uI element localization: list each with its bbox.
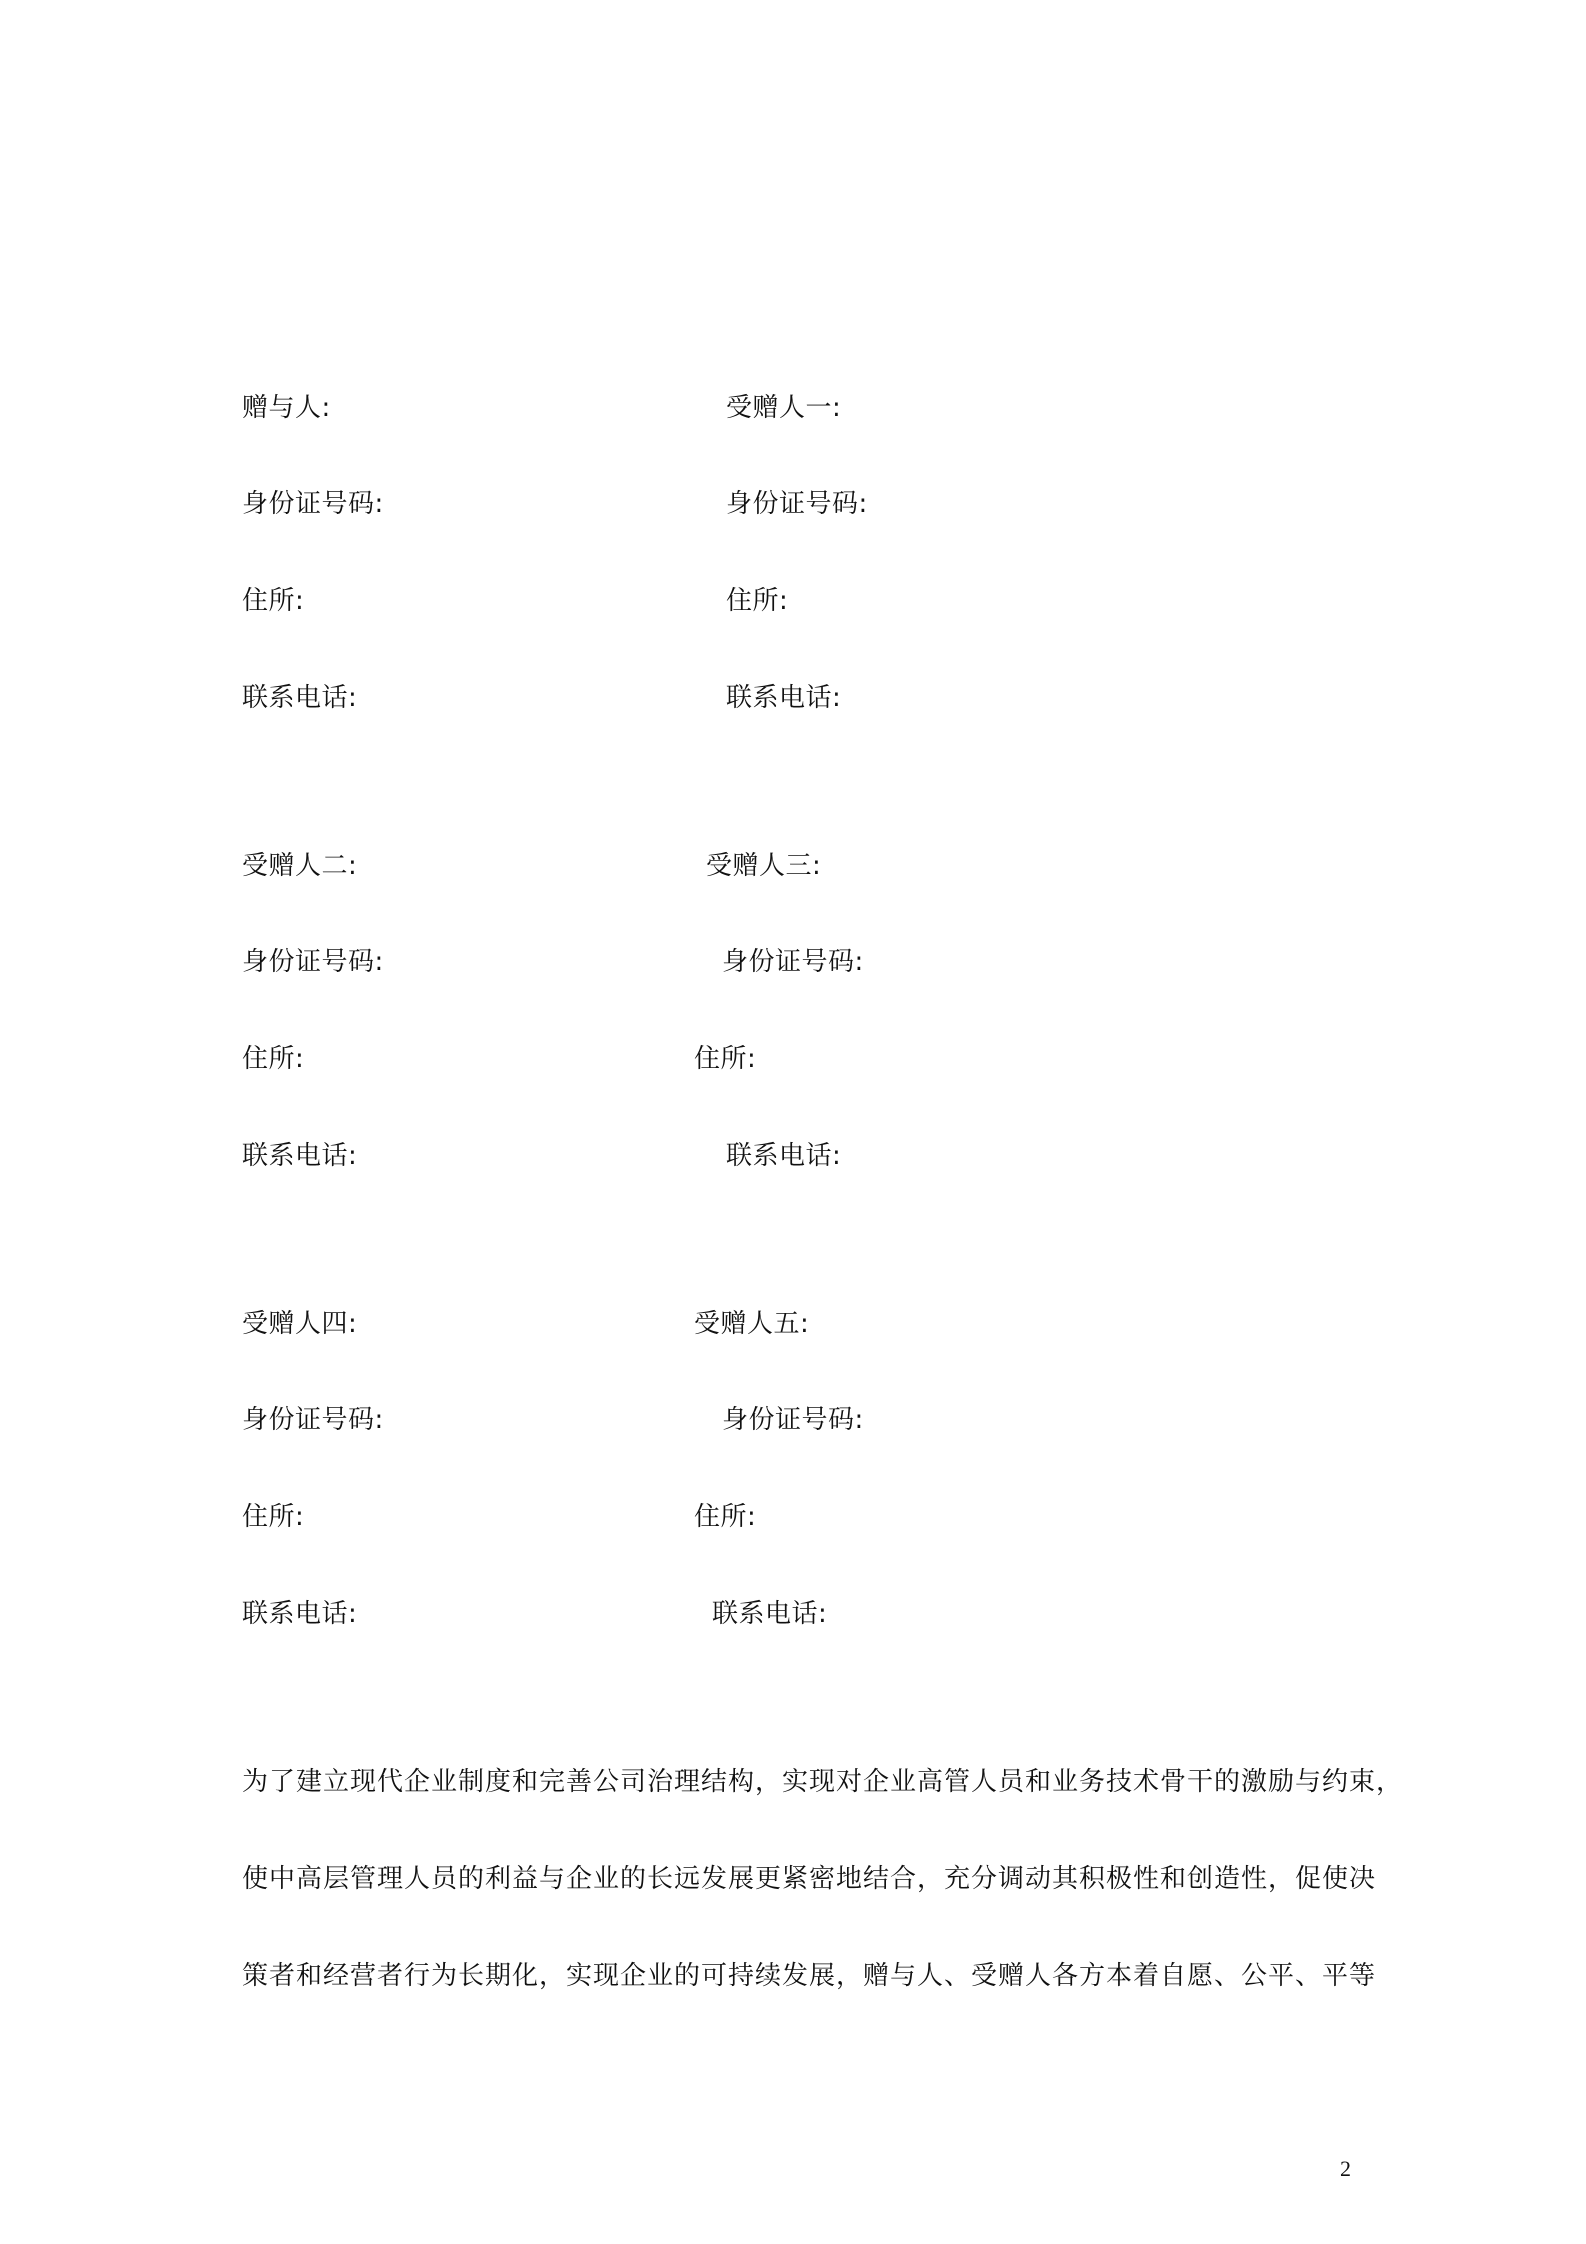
recipient-4-name-label: 受赠人四: xyxy=(242,1309,358,1339)
page-number: 2 xyxy=(1340,2156,1351,2181)
recipient-2-id-label: 身份证号码: xyxy=(242,947,384,977)
donor-name-label: 赠与人: xyxy=(242,393,331,423)
recipient-3-phone-label: 联系电话: xyxy=(726,1141,842,1171)
recipient-3-name-label: 受赠人三: xyxy=(706,851,822,881)
recipient-3-address-label: 住所: xyxy=(694,1044,757,1074)
donor-phone-label: 联系电话: xyxy=(242,683,358,713)
recipient-2-address-label: 住所: xyxy=(242,1044,305,1074)
recipient-5-phone-label: 联系电话: xyxy=(712,1599,828,1629)
body-paragraph-line-1: 为了建立现代企业制度和完善公司治理结构，实现对企业高管人员和业务技术骨干的激励与约束， xyxy=(242,1767,1404,1797)
body-paragraph-line-2: 使中高层管理人员的利益与企业的长远发展更紧密地结合，充分调动其积极性和创造性，促使决 xyxy=(242,1864,1377,1894)
recipient-5-address-label: 住所: xyxy=(694,1502,757,1532)
donor-id-label: 身份证号码: xyxy=(242,489,384,519)
recipient-2-name-label: 受赠人二: xyxy=(242,851,358,881)
recipient-1-name-label: 受赠人一: xyxy=(726,393,842,423)
recipient-1-phone-label: 联系电话: xyxy=(726,683,842,713)
donor-address-label: 住所: xyxy=(242,586,305,616)
recipient-1-id-label: 身份证号码: xyxy=(726,489,868,519)
recipient-5-id-label: 身份证号码: xyxy=(722,1405,864,1435)
recipient-1-address-label: 住所: xyxy=(726,586,789,616)
body-paragraph-line-3: 策者和经营者行为长期化，实现企业的可持续发展，赠与人、受赠人各方本着自愿、公平、平等 xyxy=(242,1961,1377,1991)
recipient-3-id-label: 身份证号码: xyxy=(722,947,864,977)
recipient-4-address-label: 住所: xyxy=(242,1502,305,1532)
recipient-4-id-label: 身份证号码: xyxy=(242,1405,384,1435)
recipient-5-name-label: 受赠人五: xyxy=(694,1309,810,1339)
recipient-4-phone-label: 联系电话: xyxy=(242,1599,358,1629)
recipient-2-phone-label: 联系电话: xyxy=(242,1141,358,1171)
